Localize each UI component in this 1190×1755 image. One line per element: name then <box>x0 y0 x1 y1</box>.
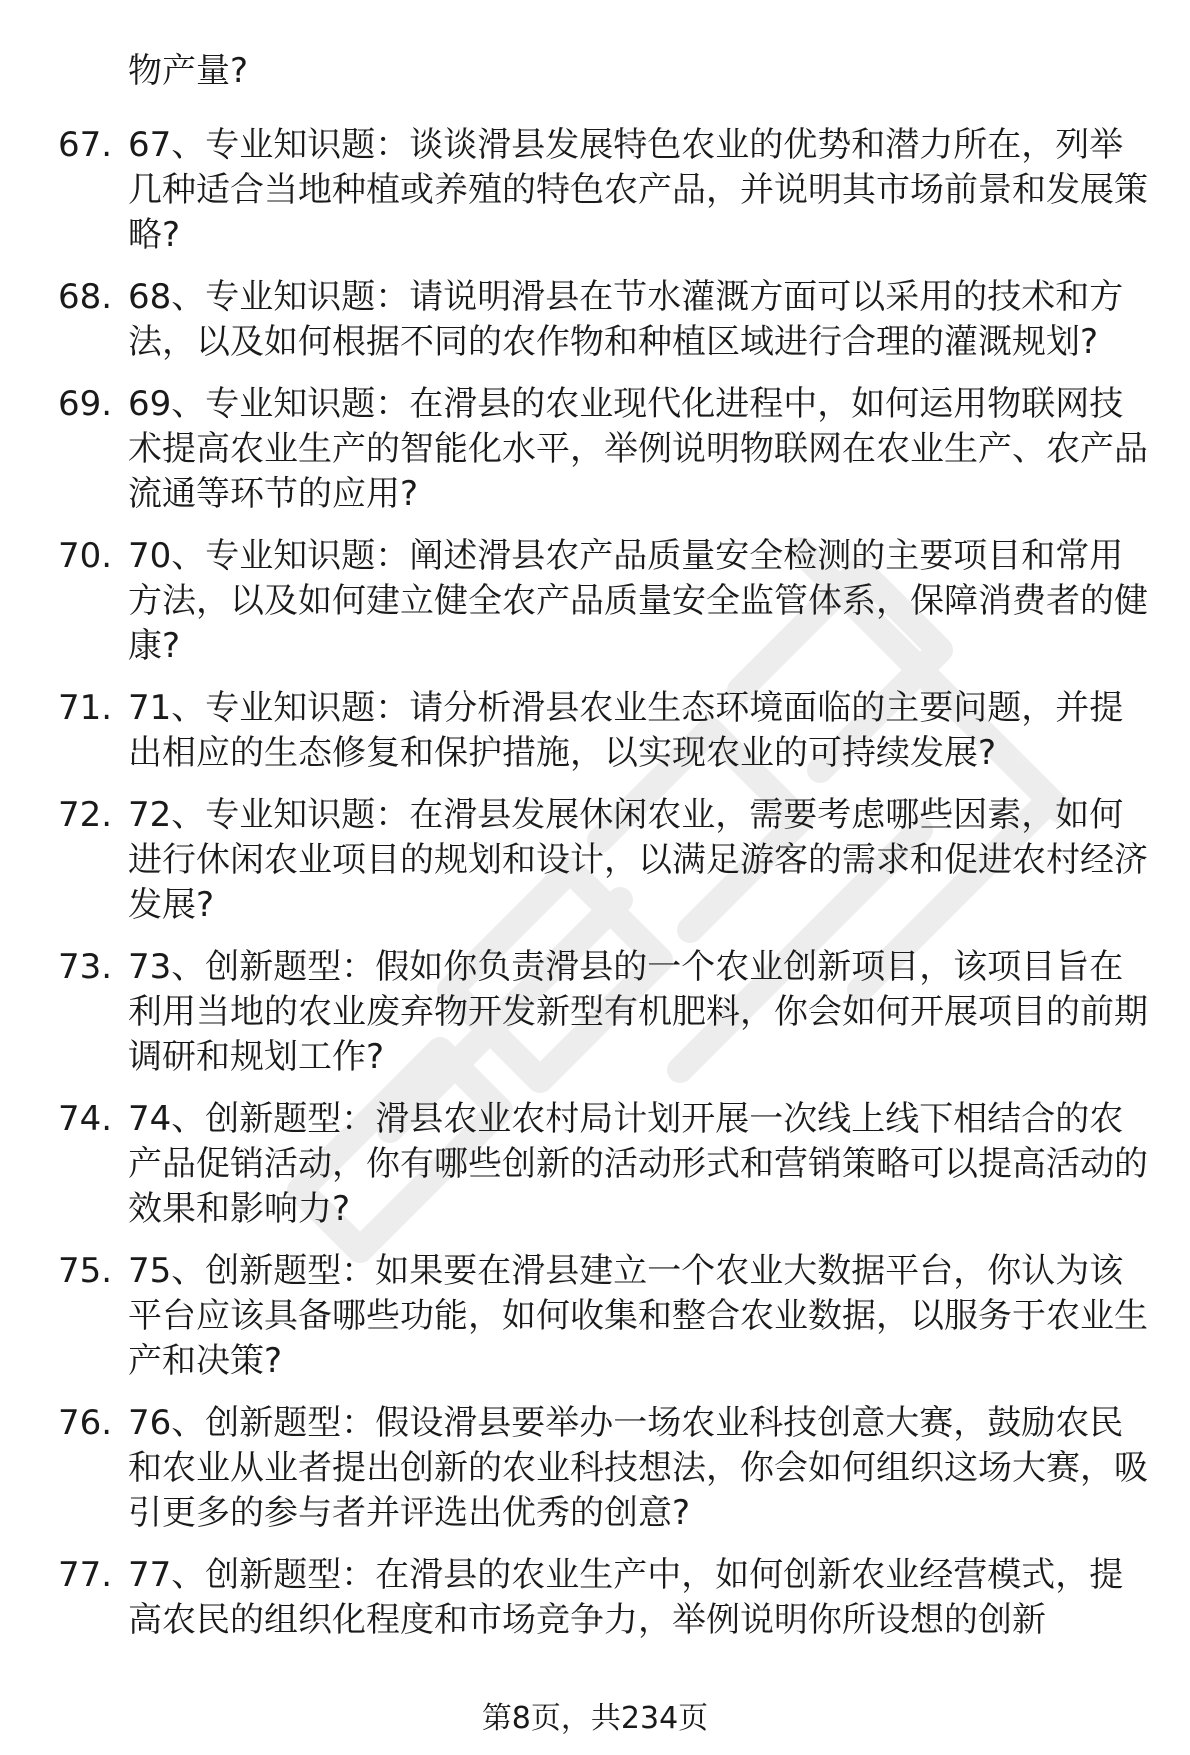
list-item <box>0 123 1190 258</box>
question-text: 68、专业知识题：请说明滑县在节水灌溉方面可以采用的技术和方法，以及如何根据不同的农作物和种植区域进行合理的灌溉规划? <box>128 277 1124 362</box>
question-text: 73、创新题型：假如你负责滑县的一个农业创新项目，该项目旨在利用当地的农业废弃物开发新型有机肥料，你会如何开展项目的前期调研和规划工作? <box>128 947 1148 1077</box>
question-number: 71. <box>58 688 113 728</box>
question-text: 76、创新题型：假设滑县要举办一场农业科技创意大赛，鼓励农民和农业从业者提出创新的农业科技想法，你会如何组织这场大赛，吸引更多的参与者并评选出优秀的创意? <box>128 1403 1148 1533</box>
page-footer: 第8页，共234页 <box>481 1701 709 1736</box>
lead-continuation-text: 物产量? <box>128 51 249 91</box>
list-item <box>0 382 1190 517</box>
question-number: 69. <box>58 384 113 424</box>
question-text: 69、专业知识题：在滑县的农业现代化进程中，如何运用物联网技术提高农业生产的智能化水平，举例说明物联网在农业生产、农产品流通等环节的应用? <box>128 384 1148 514</box>
list-item <box>0 945 1190 1080</box>
question-text: 67、专业知识题：谈谈滑县发展特色农业的优势和潜力所在，列举几种适合当地种植或养殖的特色农产品，并说明其市场前景和发展策略? <box>128 125 1148 255</box>
question-number: 70. <box>58 536 113 576</box>
question-text: 74、创新题型：滑县农业农村局计划开展一次线上线下相结合的农产品促销活动，你有哪些创新的活动形式和营销策略可以提高活动的效果和影响力? <box>128 1099 1148 1229</box>
question-number: 72. <box>58 795 113 835</box>
list-item <box>0 534 1190 669</box>
list-item <box>0 793 1190 928</box>
question-text: 70、专业知识题：阐述滑县农产品质量安全检测的主要项目和常用方法，以及如何建立健全农产品质量安全监管体系，保障消费者的健康? <box>128 536 1148 666</box>
question-text: 71、专业知识题：请分析滑县农业生态环境面临的主要问题，并提出相应的生态修复和保护措施，以实现农业的可持续发展? <box>128 688 1124 773</box>
question-list <box>0 123 1190 1660</box>
question-number: 68. <box>58 277 113 317</box>
list-item <box>0 1401 1190 1536</box>
question-number: 77. <box>58 1555 113 1595</box>
question-text: 72、专业知识题：在滑县发展休闲农业，需要考虑哪些因素，如何进行休闲农业项目的规划和设计，以满足游客的需求和促进农村经济发展? <box>128 795 1148 925</box>
list-item <box>0 686 1190 776</box>
question-number: 73. <box>58 947 113 987</box>
question-text: 77、创新题型：在滑县的农业生产中，如何创新农业经营模式，提高农民的组织化程度和市场竞争力，举例说明你所设想的创新 <box>128 1555 1124 1640</box>
question-text: 75、创新题型：如果要在滑县建立一个农业大数据平台，你认为该平台应该具备哪些功能，如何收集和整合农业数据，以服务于农业生产和决策? <box>128 1251 1148 1381</box>
list-item <box>0 1553 1190 1643</box>
question-number: 75. <box>58 1251 113 1291</box>
list-item <box>0 1249 1190 1384</box>
question-number: 74. <box>58 1099 113 1139</box>
question-number: 67. <box>58 125 113 165</box>
question-number: 76. <box>58 1403 113 1443</box>
list-item <box>0 275 1190 365</box>
list-item <box>0 1097 1190 1232</box>
